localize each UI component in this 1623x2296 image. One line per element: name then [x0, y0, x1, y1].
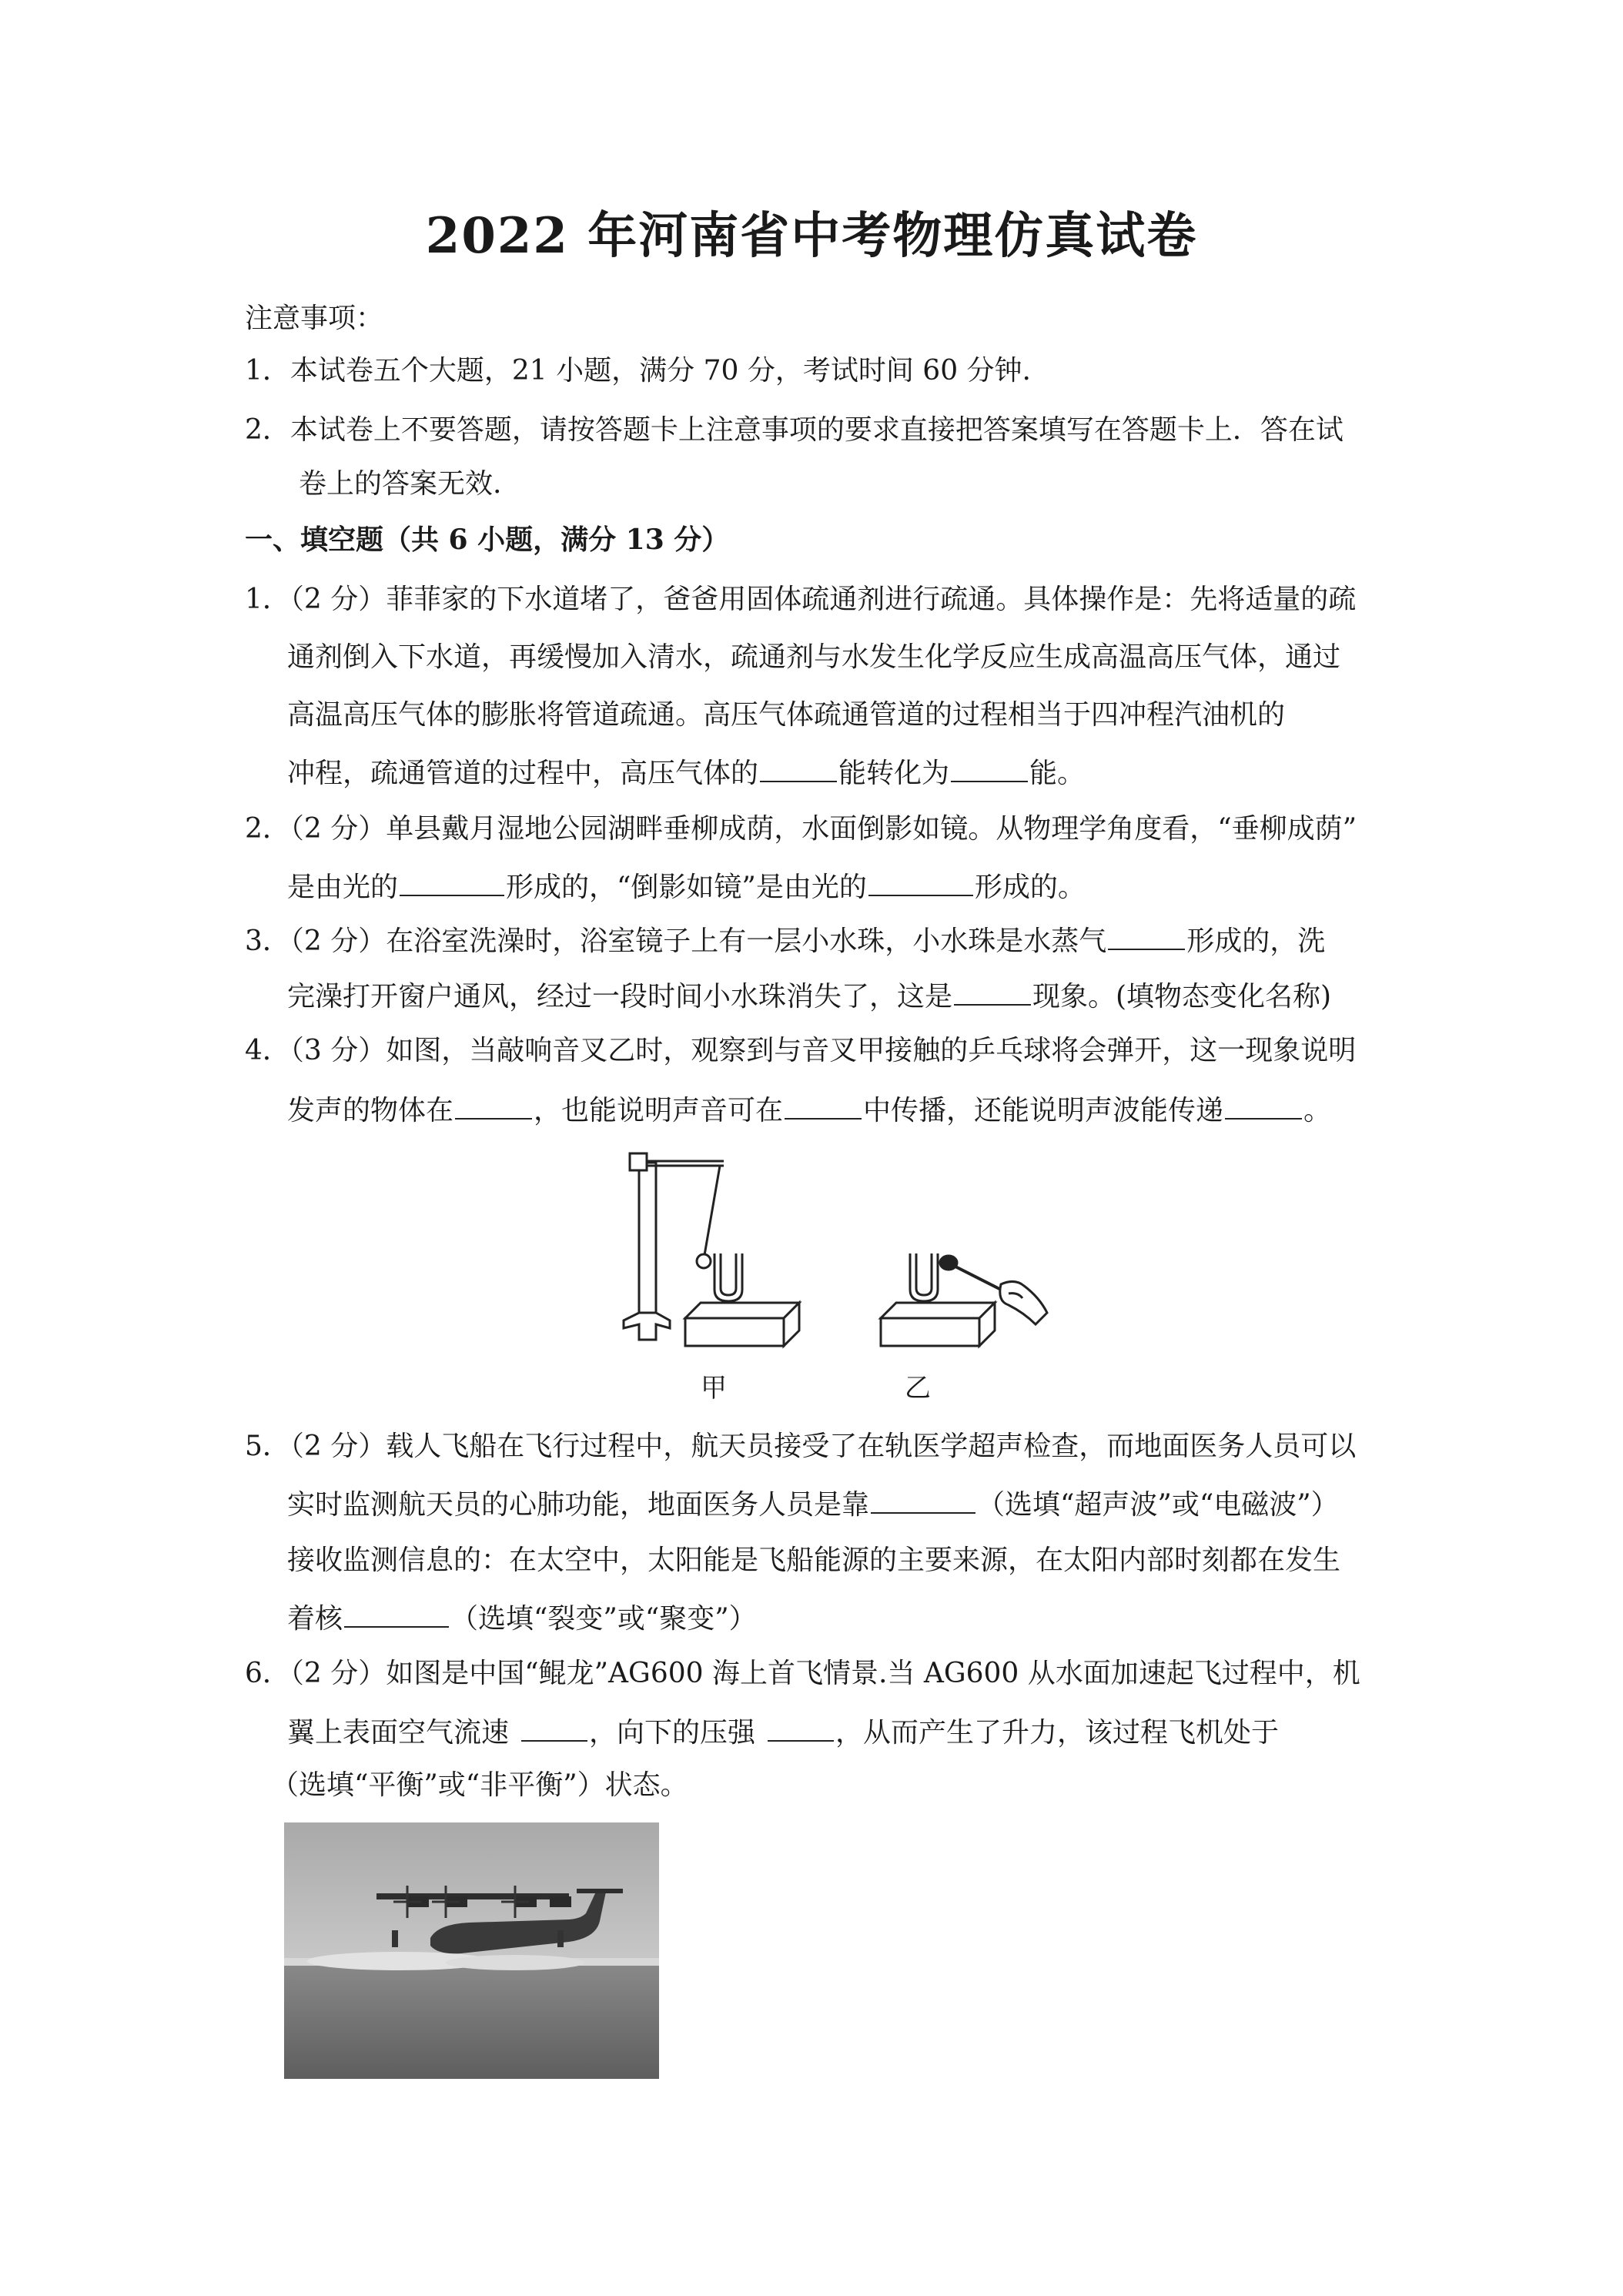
q4-line-2-text-a: 发声的物体在 — [287, 1095, 454, 1126]
q6-line-2 — [287, 1714, 1279, 1749]
q6-blank-1 — [521, 1714, 587, 1742]
q4-blank-1 — [455, 1092, 532, 1120]
q2-blank-2 — [868, 869, 973, 896]
q4-line-1: 4．（3 分）如图，当敲响音叉乙时，观察到与音叉甲接触的乒乓球将会弹开，这一现象说明 — [245, 1035, 1357, 1066]
q6-line-2-text-c: ，从而产生了升力，该过程飞机处于 — [835, 1717, 1280, 1749]
q5-line-3: 接收监测信息的：在太空中，太阳能是飞船能源的主要来源，在太阳内部时刻都在发生 — [287, 1545, 1341, 1576]
q5-blank-2 — [344, 1600, 449, 1628]
seaplane-photo — [284, 1822, 659, 2079]
q1-line-1: 1．（2 分）菲菲家的下水道堵了，爸爸用固体疏通剂进行疏通。具体操作是：先将适量的疏 — [245, 584, 1357, 615]
q2-line-2 — [287, 869, 1086, 904]
q5-line-4-text-b: （选填“裂变”或“聚变”） — [450, 1603, 757, 1635]
q1-line-4 — [287, 755, 1085, 790]
q4-line-2-text-c: 中传播，还能说明声波能传递 — [863, 1095, 1224, 1126]
page-title: 2022 年河南省中考物理仿真试卷 — [425, 207, 1198, 265]
figure-label-yi: 乙 — [905, 1373, 931, 1404]
q5-line-4 — [287, 1600, 757, 1635]
q3-line-1 — [245, 922, 1325, 958]
q1-line-4-text-c: 能。 — [1029, 758, 1086, 789]
q5-line-2-text-a: 实时监测航天员的心肺功能，地面医务人员是靠 — [287, 1489, 870, 1521]
section-1-heading: 一、填空题（共 6 小题，满分 13 分） — [245, 524, 730, 556]
q5-blank-1 — [871, 1486, 975, 1514]
q6-line-2-text-a: 翼上表面空气流速 — [287, 1717, 510, 1749]
q3-line-1-text-a: 3．（2 分）在浴室洗澡时，浴室镜子上有一层小水珠，小水珠是水蒸气 — [245, 925, 1107, 957]
figure-label-jia: 甲 — [701, 1373, 727, 1404]
q1-line-4-text-b: 能转化为 — [838, 758, 950, 789]
q6-line-2-text-b: ，向下的压强 — [589, 1717, 756, 1749]
q3-line-2-text-a: 完澡打开窗户通风，经过一段时间小水珠消失了，这是 — [287, 981, 953, 1012]
notes-item-2-line-2: 卷上的答案无效. — [299, 468, 502, 500]
q5-line-1: 5．（2 分）载人飞船在飞行过程中，航天员接受了在轨医学超声检查，而地面医务人员可以 — [245, 1431, 1357, 1462]
q2-line-2-text-c: 形成的。 — [974, 872, 1086, 903]
q4-blank-3 — [1225, 1092, 1302, 1120]
q4-line-2-text-b: ，也能说明声音可在 — [534, 1095, 784, 1126]
notes-item-1: 1．本试卷五个大题，21 小题，满分 70 分，考试时间 60 分钟. — [245, 355, 1031, 387]
q3-blank-2 — [954, 978, 1031, 1006]
q2-line-1: 2．（2 分）单县戴月湿地公园湖畔垂柳成荫，水面倒影如镜。从物理学角度看，“垂柳成荫” — [245, 813, 1357, 845]
q2-line-2-text-a: 是由光的 — [287, 872, 399, 903]
q1-line-4-text-a: 冲程，疏通管道的过程中，高压气体的 — [287, 758, 759, 789]
q6-blank-2 — [768, 1714, 834, 1742]
q4-blank-2 — [785, 1092, 862, 1120]
q5-line-2-text-b: （选填“超声波”或“电磁波”） — [977, 1489, 1339, 1521]
q4-line-2-text-d: 。 — [1303, 1095, 1332, 1126]
q6-line-3: （选填“平衡”或“非平衡”）状态。 — [271, 1769, 688, 1801]
q3-line-2-text-b: 现象。(填物态变化名称) — [1032, 981, 1332, 1012]
q5-line-2 — [287, 1486, 1339, 1521]
notes-item-2-line-1: 2．本试卷上不要答题，请按答题卡上注意事项的要求直接把答案填写在答题卡上．答在试 — [245, 414, 1344, 446]
q1-blank-2 — [951, 755, 1028, 782]
tuning-fork-figure — [593, 1140, 1086, 1394]
q6-line-1: 6．（2 分）如图是中国“鲲龙”AG600 海上首飞情景.当 AG600 从水面加速起飞过程中，机 — [245, 1658, 1360, 1689]
q1-blank-1 — [760, 755, 837, 782]
q1-line-2: 通剂倒入下水道，再缓慢加入清水，疏通剂与水发生化学反应生成高温高压气体，通过 — [287, 641, 1341, 673]
q3-line-1-text-b: 形成的，洗 — [1186, 925, 1326, 957]
q3-line-2 — [287, 978, 1331, 1013]
q3-blank-1 — [1108, 922, 1185, 950]
q2-line-2-text-b: 形成的，“倒影如镜”是由光的 — [506, 872, 867, 903]
q4-line-2 — [287, 1092, 1331, 1127]
q1-line-3: 高温高压气体的膨胀将管道疏通。高压气体疏通管道的过程相当于四冲程汽油机的 — [287, 699, 1286, 731]
q5-line-4-text-a: 着核 — [287, 1603, 343, 1635]
notes-heading: 注意事项： — [245, 303, 384, 334]
q2-blank-1 — [400, 869, 504, 896]
